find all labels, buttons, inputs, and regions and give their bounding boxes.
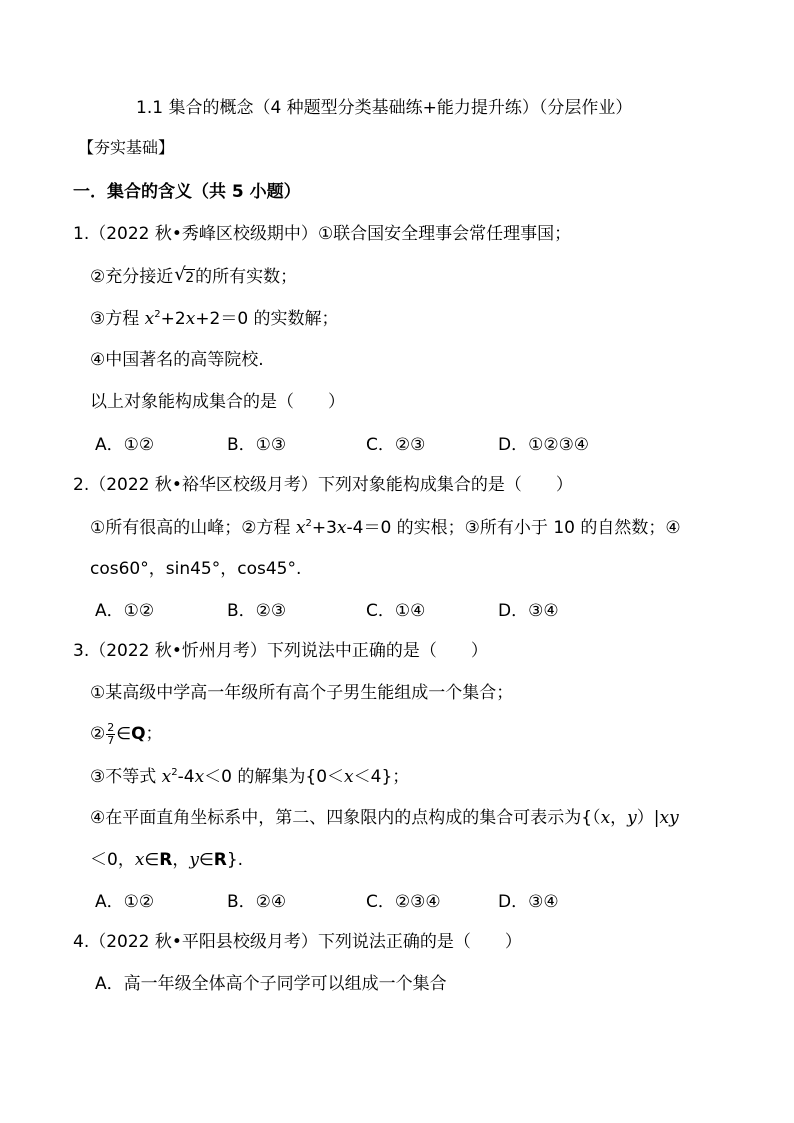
question-1-item-3: ③方程 $x^2+2x+2=0$ 的实数解；	[90, 309, 339, 329]
q2-option-b: B．②③	[227, 601, 287, 621]
question-3-header: 3.（2022 秋•忻州月考）下列说法中正确的是（ ）	[73, 641, 488, 661]
q4-option-a: A．高一年级全体高个子同学可以组成一个集合	[95, 974, 447, 994]
sqrt-symbol: √ 2	[174, 264, 195, 286]
q3-option-b: B．②④	[227, 892, 287, 912]
q2-option-d: D．③④	[498, 601, 559, 621]
question-source: （2022 秋•秀峰区校级期中）	[89, 224, 318, 244]
question-2-line-2: cos60°，sin45°，cos45°.	[90, 559, 302, 579]
question-4-header: 4.（2022 秋•平阳县校级月考）下列说法正确的是（ ）	[73, 932, 522, 952]
question-3-item-4: ④在平面直角坐标系中，第二、四象限内的点构成的集合可表示为{（x，y）|xy	[90, 808, 679, 828]
q3-option-c: C．②③④	[366, 892, 441, 912]
q3-option-a: A．①②	[95, 892, 155, 912]
document-title: 1.1 集合的概念（4 种题型分类基础练+能力提升练）（分层作业）	[136, 98, 633, 118]
q3-option-d: D．③④	[498, 892, 559, 912]
section-tag: 【夯实基础】	[78, 138, 175, 157]
question-3-item-3: ③不等式 $x^2-4x<0$ 的解集为{0＜x＜4}；	[90, 767, 410, 787]
q1-option-b: B．①③	[227, 435, 287, 455]
fraction: $\frac{2}{7}$	[107, 720, 115, 747]
question-2-header: 2.（2022 秋•裕华区校级月考）下列对象能构成集合的是（ ）	[73, 475, 573, 495]
q1-option-a: A．①②	[95, 435, 155, 455]
question-1-item-4: ④中国著名的高等院校.	[90, 350, 264, 370]
question-number: 1.	[73, 224, 90, 244]
section-heading: 一．集合的含义（共 5 小题）	[73, 182, 301, 202]
question-3-item-4-cont: ＜0，x∈R，y∈R}.	[90, 850, 244, 870]
question-3-item-1: ①某高级中学高一年级所有高个子男生能组成一个集合；	[90, 683, 514, 703]
question-item: ①联合国安全理事会常任理事国；	[317, 224, 572, 244]
question-1-stem: 以上对象能构成集合的是（ ）	[90, 392, 345, 412]
q2-option-c: C．①④	[366, 601, 426, 621]
question-1-header	[73, 222, 571, 246]
q1-option-d: D．①②③④	[498, 435, 590, 455]
question-1-item-2: ②充分接近 √ 2的所有实数；	[90, 265, 297, 290]
question-3-item-2: ② $\frac{2}{7}$ ∈Q；	[90, 720, 163, 747]
q2-option-a: A．①②	[95, 601, 155, 621]
question-2-line-1: ①所有很高的山峰；②方程 $x^2+3x-4=0$ 的实根；③所有小于 10 的自然数；④	[90, 518, 681, 538]
q1-option-c: C．②③	[366, 435, 426, 455]
